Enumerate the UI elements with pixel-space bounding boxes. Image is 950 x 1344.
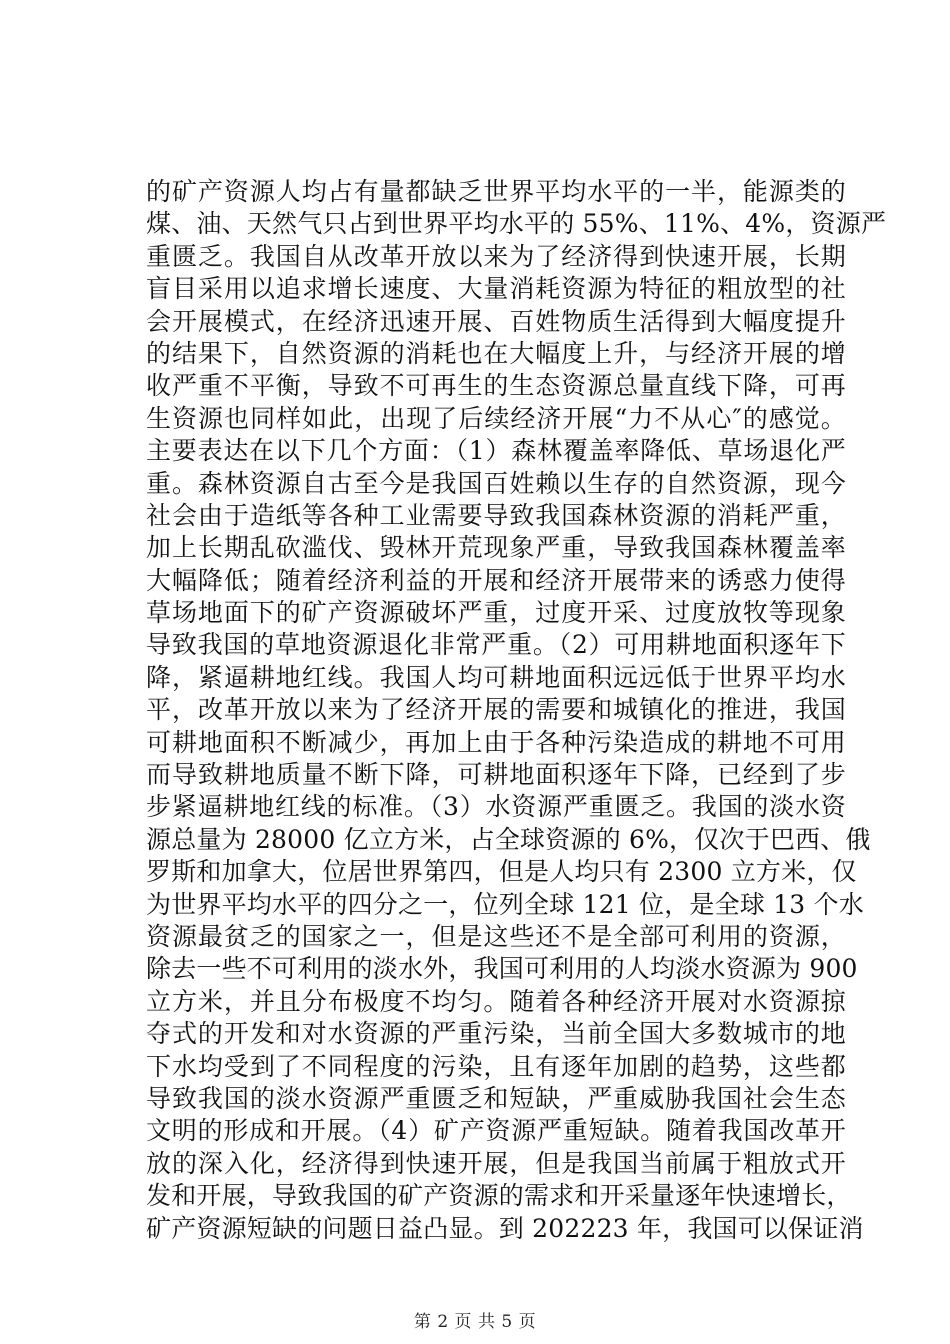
text-line: 为世界平均水平的四分之一，位列全球 121 位，是全球 13 个水	[146, 889, 864, 919]
text-line: 步紧逼耕地红线的标准。（3）水资源严重匮乏。我国的淡水资	[146, 792, 846, 822]
text-line: 会开展模式，在经济迅速开展、百姓物质生活得到大幅度提升	[146, 306, 846, 336]
text-line: 文明的形成和开展。（4）矿产资源严重短缺。随着我国改革开	[146, 1116, 846, 1146]
text-line: 重匮乏。我国自从改革开放以来为了经济得到快速开展，长期	[146, 241, 846, 271]
text-line: 源总量为 28000 亿立方米，占全球资源的 6%，仅次于巴西、俄	[146, 824, 871, 854]
text-line: 放的深入化，经济得到快速开展，但是我国当前属于粗放式开	[146, 1148, 846, 1178]
text-line: 盲目采用以追求增长速度、大量消耗资源为特征的粗放型的社	[146, 274, 846, 304]
text-line: 重。森林资源自古至今是我国百姓赖以生存的自然资源，现今	[146, 468, 846, 498]
text-line: 罗斯和加拿大，位居世界第四，但是人均只有 2300 立方米，仅	[146, 857, 857, 887]
text-line: 生资源也同样如此，出现了后续经济开展“力不从心″的感觉。	[146, 403, 846, 433]
text-line: 平，改革开放以来为了经济开展的需要和城镇化的推进，我国	[146, 695, 846, 725]
text-line: 降，紧逼耕地红线。我国人均可耕地面积远远低于世界平均水	[146, 662, 846, 692]
text-line: 社会由于造纸等各种工业需要导致我国森林资源的消耗严重，	[146, 500, 846, 530]
text-line: 夺式的开发和对水资源的严重污染，当前全国大多数城市的地	[146, 1019, 846, 1049]
text-line: 导致我国的草地资源退化非常严重。（2）可用耕地面积逐年下	[146, 630, 846, 660]
text-line: 收严重不平衡，导致不可再生的生态资源总量直线下降，可再	[146, 371, 846, 401]
text-line: 发和开展，导致我国的矿产资源的需求和开采量逐年快速增长，	[146, 1181, 852, 1211]
text-line: 立方米，并且分布极度不均匀。随着各种经济开展对水资源掠	[146, 986, 846, 1016]
text-line: 大幅降低；随着经济利益的开展和经济开展带来的诱惑力使得	[146, 565, 846, 595]
page-footer: 第 2 页 共 5 页	[413, 1312, 537, 1332]
text-line: 而导致耕地质量不断下降，可耕地面积逐年下降，已经到了步	[146, 760, 846, 790]
text-line: 资源最贫乏的国家之一，但是这些还不是全部可利用的资源，	[146, 921, 846, 951]
text-line: 矿产资源短缺的问题日益凸显。到 202223 年，我国可以保证消	[146, 1213, 864, 1243]
text-line: 加上长期乱砍滥伐、毁林开荒现象严重，导致我国森林覆盖率	[146, 533, 846, 563]
text-line: 下水均受到了不同程度的污染，且有逐年加剧的趋势，这些都	[146, 1051, 846, 1081]
body-text	[146, 176, 887, 1245]
text-line: 主要表达在以下几个方面：（1）森林覆盖率降低、草场退化严	[146, 436, 846, 466]
text-line: 的结果下，自然资源的消耗也在大幅度上升，与经济开展的增	[146, 338, 846, 368]
text-line: 可耕地面积不断减少，再加上由于各种污染造成的耕地不可用	[146, 727, 846, 757]
text-line: 的矿产资源人均占有量都缺乏世界平均水平的一半，能源类的	[146, 177, 846, 206]
text-line: 草场地面下的矿产资源破坏严重，过度开采、过度放牧等现象	[146, 598, 846, 628]
text-line: 导致我国的淡水资源严重匮乏和短缺，严重威胁我国社会生态	[146, 1083, 846, 1113]
text-line: 煤、油、天然气只占到世界平均水平的 55%、11%、4%，资源严	[146, 209, 887, 239]
text-line: 除去一些不可利用的淡水外，我国可利用的人均淡水资源为 900	[146, 954, 858, 984]
